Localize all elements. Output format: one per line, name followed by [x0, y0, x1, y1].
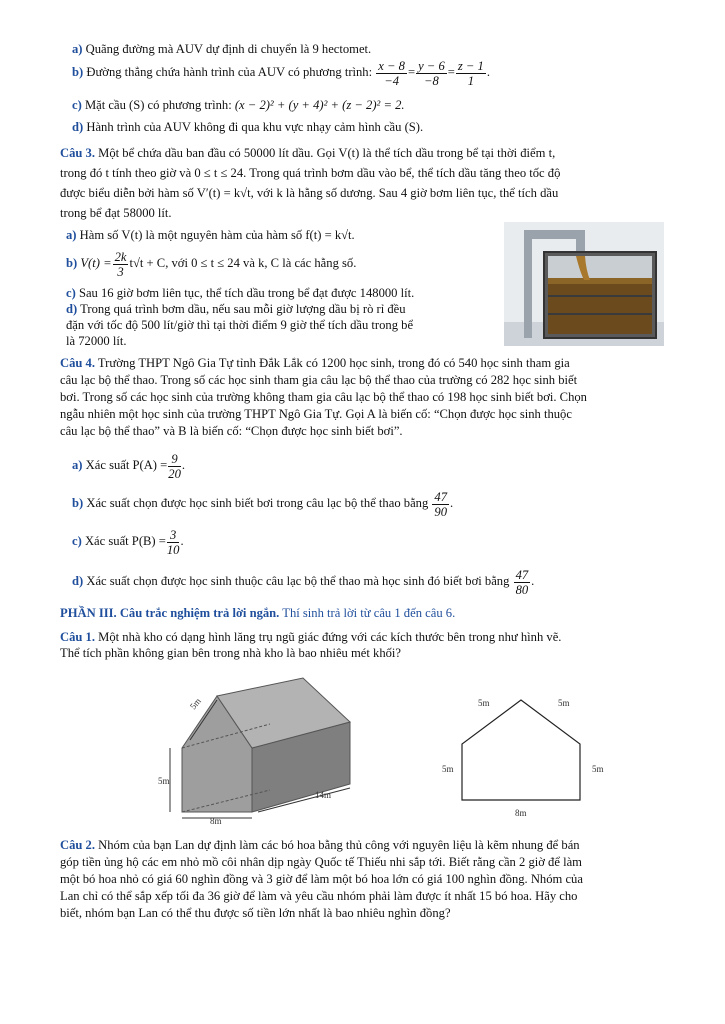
p3q2-line2: góp tiền ủng hộ các em nhỏ mồ côi nhân dịp ngày Quốc tế Thiếu nhi sắp tới. Biết rằng cần 2 giờ để làm [60, 855, 582, 869]
question-number: Câu 1. [60, 630, 95, 644]
front-view-figure [440, 690, 620, 820]
q3-line2: trong đó t tính theo giờ và 0 ≤ t ≤ 24. Trong quá trình bơm dầu vào bể, thể tích dầu tăng theo tốc độ [60, 166, 561, 180]
item-text: Mặt cầu (S) có phương trình: [84, 98, 232, 112]
q2-item-d [72, 120, 423, 135]
q3-line1 [60, 146, 555, 161]
section-title: PHẦN III. Câu trắc nghiệm trả lời ngắn. [60, 606, 280, 620]
q3-line3: được biểu diễn bởi hàm số V′(t) = k√t, với k là hằng số dương. Sau 4 giờ bơm liên tục, thể tích dầu [60, 186, 559, 200]
question-number: Câu 2. [60, 838, 95, 852]
item-label: d) [66, 302, 78, 316]
base-label: 8m [515, 808, 527, 818]
fraction: $\frac{47}{80}$ [515, 567, 529, 597]
item-label: b) [66, 256, 78, 270]
equation: (x − 2)² + (y + 4)² + (z − 2)² = 2. [234, 98, 405, 112]
item-text: Quãng đường mà AUV dự định di chuyển là 9 hectomet. [85, 42, 372, 56]
q2-item-b: b) Đường thẳng chứa hành trình của AUV có phương trình: $\frac{x - 8}{-4}$ = $\frac{y - 6}{-8}$ = $\frac{z - 1}{1}$ . [72, 58, 491, 88]
q4-line1 [60, 356, 570, 371]
item-label: d) [72, 574, 84, 588]
roof-left-label: 5m [478, 698, 490, 708]
fraction: $\frac{3}{10}$ [166, 527, 180, 557]
item-text: Hàm số V(t) là một nguyên hàm của hàm số f(t) = k√t. [79, 228, 355, 242]
paragraph-text: Một bể chứa dầu ban đầu có 50000 lít dầu. Gọi V(t) là thể tích dầu trong bể tại thời điểm t, [98, 146, 556, 160]
item-label: b) [72, 496, 84, 510]
item-text: V(t) = [80, 256, 112, 270]
fraction: $\frac{9}{20}$ [168, 451, 181, 481]
q2-item-a [72, 42, 371, 57]
paragraph-text: Nhóm của bạn Lan dự định làm các bó hoa bằng thủ công với nguyên liệu là kẽm nhung để bán [98, 838, 580, 852]
paragraph-text: Một nhà kho có dạng hình lăng trụ ngũ giác đứng với các kích thước bên trong như hình vẽ. [98, 630, 562, 644]
length-label: 14m [315, 790, 332, 800]
roof-right-label: 5m [558, 698, 570, 708]
fraction: $\frac{z - 1}{1}$ [457, 58, 484, 88]
q4-item-a: a) Xác suất P(A) = $\frac{9}{20}$ . [72, 451, 186, 481]
item-label: c) [72, 98, 82, 112]
q4-item-c: c) Xác suất P(B) = $\frac{3}{10}$ . [72, 527, 184, 557]
question-number: Câu 4. [60, 356, 95, 370]
item-label: c) [72, 534, 82, 548]
item-text: Xác suất chọn được học sinh thuộc câu lạc bộ thể thao mà học sinh đó biết bơi bằng [86, 574, 510, 588]
item-label: b) [72, 65, 84, 79]
paragraph-text: Trường THPT Ngô Gia Tự tỉnh Đắk Lắk có 1200 học sinh, trong đó có 540 học sinh tham gia [97, 356, 570, 370]
item-text: Sau 16 giờ bơm liên tục, thể tích dầu trong bể đạt được 148000 lít. [78, 286, 415, 300]
item-text: Đường thẳng chứa hành trình của AUV có phương trình: [86, 65, 373, 79]
q3-item-b [66, 248, 356, 279]
item-label: c) [66, 286, 76, 300]
item-text: Hành trình của AUV không đi qua khu vực nhạy cảm hình cầu (S). [86, 120, 424, 134]
item-text: Xác suất chọn được học sinh biết bơi trong câu lạc bộ thể thao bằng [86, 496, 429, 510]
item-text: Trong quá trình bơm dầu, nếu sau mỗi giờ lượng dầu bị rò rỉ đều [80, 302, 406, 316]
item-label: a) [72, 458, 83, 472]
q4-item-b: b) Xác suất chọn được học sinh biết bơi trong câu lạc bộ thể thao bằng $\frac{47}{90}$ . [72, 489, 454, 519]
q3-item-d-line3: là 72000 lít. [66, 334, 127, 348]
item-label: d) [72, 120, 84, 134]
wall-left-label: 5m [442, 764, 454, 774]
q2-item-c [72, 98, 405, 113]
fraction: $\frac{47}{90}$ [434, 489, 447, 519]
q3-line4: trong bể đạt 58000 lít. [60, 206, 172, 220]
oil-tank-image [504, 222, 664, 346]
section-note: Thí sinh trả lời từ câu 1 đến câu 6. [282, 606, 456, 620]
q4-line4: ngẫu nhiên một học sinh của trường THPT Ngô Gia Tự. Gọi A là biến cố: “Chọn được học sinh thuộc [60, 407, 572, 421]
q3-item-d-line2: đặn với tốc độ 500 lít/giờ thì tại thời điểm 9 giờ thể tích dầu trong bể [66, 318, 414, 332]
item-label: a) [66, 228, 77, 242]
width-label: 8m [210, 816, 222, 824]
p3q2-line5: biết, nhóm bạn Lan có thể thu được số tiền lớn nhất là bao nhiêu nghìn đồng? [60, 906, 451, 920]
fraction: $\frac{y - 6}{-8}$ [418, 58, 445, 88]
p3q1-line1 [60, 630, 561, 645]
roof-edge-label: 5m [187, 696, 203, 712]
item-text: Xác suất P(B) = [84, 534, 166, 548]
p3q1-line2: Thể tích phần không gian bên trong nhà kho là bao nhiêu mét khối? [60, 646, 401, 660]
question-number: Câu 3. [60, 146, 95, 160]
item-text: t√t + C, với 0 ≤ t ≤ 24 và k, C là các hằng số. [129, 256, 357, 270]
q3-item-c [66, 286, 414, 301]
item-text: Xác suất P(A) = [85, 458, 168, 472]
item-label: a) [72, 42, 83, 56]
part3-heading [60, 606, 455, 621]
q4-line3: bơi. Trong số các học sinh của trường không tham gia câu lạc bộ thể thao có 198 học sinh biết bơi. Chọn [60, 390, 587, 404]
q4-line2: câu lạc bộ thể thao. Trong số các học sinh tham gia câu lạc bộ thể thao của trường có 282 học sinh biết [60, 373, 578, 387]
p3q2-line3: một bó hoa nhỏ có giá 60 nghìn đồng và 3 giờ để làm một bó hoa lớn có giá 100 nghìn đồng. Nhóm của [60, 872, 583, 886]
wall-height-label: 5m [158, 776, 170, 786]
wall-right-label: 5m [592, 764, 604, 774]
warehouse-3d-figure [150, 672, 390, 824]
fraction: $\frac{x - 8}{-4}$ [378, 58, 405, 88]
q4-line5: câu lạc bộ thể thao” và B là biến cố: “Chọn được học sinh biết bơi”. [60, 424, 403, 438]
p3q2-line4: Lan chỉ có thể sắp xếp tối đa 36 giờ để làm và yêu cầu nhóm phải làm được ít nhất 15 bó hoa. Hãy cho [60, 889, 578, 903]
q3-item-d [66, 302, 406, 317]
q3-item-a [66, 228, 355, 243]
q4-item-d: d) Xác suất chọn được học sinh thuộc câu lạc bộ thể thao mà học sinh đó biết bơi bằng $\frac{47}{80}$ . [72, 567, 535, 597]
fraction: $\frac{2k}{3}$ [114, 249, 127, 279]
p3q2-line1 [60, 838, 580, 853]
